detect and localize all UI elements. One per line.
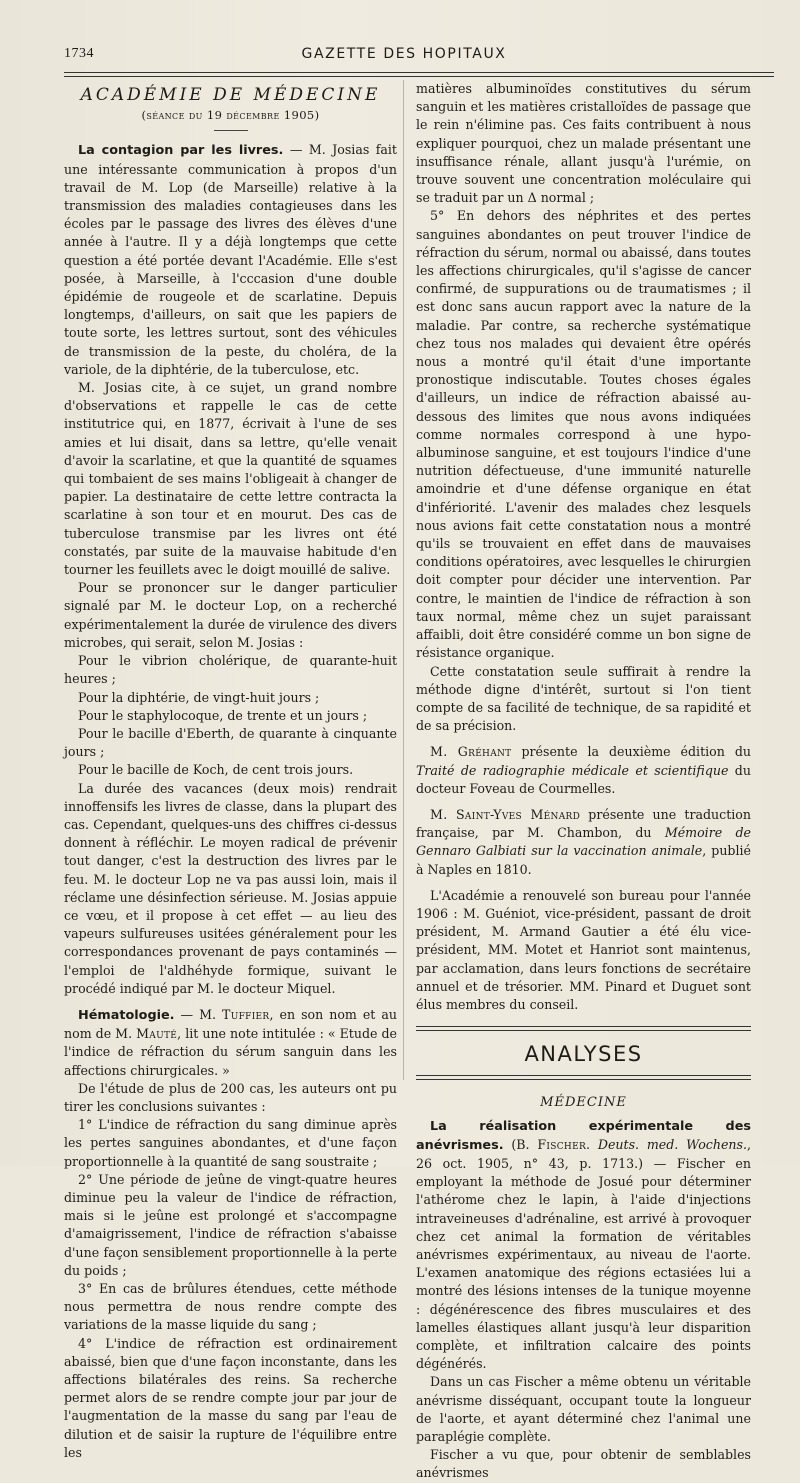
paragraph: La réalisation expérimentale des anévrismes. (B. Fischer. Deuts. med. Wochens., 26 oct. 1905, n° 43, p. 1713.) — Fischer en employant la méthode de Josué pour déterminer l'athérome chez le lapin, à l'aide d'injections intraveineuses d'adrénaline, est arrivé à provoquer chez cet animal la formation de véritables anévrismes expérimentaux, au niveau de l'aorte. L'examen anatomique des régions ectasiées lui a montré des lésions intenses de la tunique moyenne : dégénérescence des fibres musculaires et des lamelles élastiques allant jusqu'à leur disparition complète, et infiltration calcaire des points dégénérés.: [416, 1118, 751, 1372]
article-lead: La réalisation expérimentale des anévrismes.: [416, 1118, 751, 1153]
left-column: [64, 80, 397, 1462]
paragraph: Fischer a vu que, pour obtenir de semblables anévrismes: [416, 1447, 751, 1481]
paragraph: La durée des vacances (deux mois) rendrait innoffensifs les livres de classe, dans la plupart des cas. Cependant, quelques-uns des chiffres ci-dessus donnent à réfléchir. Le moyen radical de prévenir tout danger, c'est la destruction des livres par le feu. M. le docteur Lop ne va pas aussi loin, mais il réclame une désinfection sérieuse. M. Josias appuie ce vœu, et il propose à cet effet — au lieu des vapeurs sulfureuses usitées généralement pour les correspondances provenant de pays contaminés — l'emploi de l'aldhéhyde formique, suivant le procédé indiqué par M. le docteur Miquel.: [64, 780, 397, 996]
paragraph: M. Josias cite, à ce sujet, un grand nombre d'observations et rappelle le cas de cette institutrice qui, en 1877, écrivait à l'une de ses amies et lui disait, dans sa lettre, qu'elle venait d'avoir la scarlatine, et que la quantité de squames qui tombaient de ses mains l'obligeait à changer de papier. La destinataire de cette lettre contracta la scarlatine à son tour et en mourut. Des cas de tuberculose transmise par les livres ont été constatés, par suite de la mauvaise habitude d'en tourner les feuillets avec le doigt mouillé de salive.: [64, 380, 397, 578]
section-title: ACADÉMIE DE MÉDECINE: [80, 85, 381, 105]
journal-title: GAZETTE DES HOPITAUX: [301, 46, 507, 62]
list-item: 4° L'indice de réfraction est ordinairement abaissé, bien que d'une façon inconstante, dans les affections bilatérales des reins. Sa recherche permet alors de se rendre compte jour par jour de l'augmentation de la masse du sang par l'eau de dilution et de saisir la rupture de l'équilibre entre les: [64, 1335, 397, 1460]
list-item: Pour le vibrion cholérique, de quarante-huit heures ;: [64, 653, 397, 687]
list-item: 2° Une période de jeûne de vingt-quatre heures diminue peu la valeur de l'indice de réfraction, mais si le jeûne est prolongé et s'accompagne d'amaigrissement, l'indice de réfraction s'abaisse d'une façon sensiblement proportionnelle à la perte du poids ;: [64, 1171, 397, 1278]
paragraph: M. Saint-Yves Ménard présente une traduction française, par M. Chambon, du Mémoire de Gennaro Galbiati sur la vaccination animale, publié à Naples en 1810.: [416, 806, 752, 877]
paragraph: L'Académie a renouvelé son bureau pour l'année 1906 : M. Guéniot, vice-président, passant de droit président, M. Armand Gautier a été élu vice-président, MM. Motet et Hanriot sont maintenus, par acclamation, dans leurs fonctions de secrétaire annuel et de trésorier. MM. Pinard et Duguet sont élus membres du conseil.: [416, 887, 751, 1012]
paragraph: Hématologie. — M. Tuffier, en son nom et au nom de M. Mauté, lit une note intitulée : « Etude de l'indice de réfraction du sérum sanguin dans les affections chirurgicales. »: [64, 1006, 397, 1078]
list-item: Pour le bacille de Koch, de cent trois jours.: [78, 762, 354, 778]
article-lead: La contagion par les livres.: [78, 143, 284, 159]
subsection-title: MÉDECINE: [540, 1095, 627, 1111]
header-rule: [64, 72, 774, 77]
paragraph: matières albuminoïdes constitutives du sérum sanguin et les matières cristalloïdes de passage que le rein n'élimine pas. Ces faits contribuent à nous expliquer pourquoi, chez un malade présentant une insuffisance rénale, allant jusqu'à l'urémie, on trouve souvent une concentration moléculaire qui se traduit par un Δ normal ;: [416, 81, 751, 206]
paragraph: Dans un cas Fischer a même obtenu un véritable anévrisme disséquant, occupant toute la longueur de l'aorte, et ayant déterminé chez l'animal une paraplégie complète.: [416, 1374, 751, 1445]
session-date: (séance du 19 décembre 1905): [141, 108, 320, 123]
section-rule: [416, 1075, 751, 1080]
virulence-list: [64, 652, 397, 779]
list-item: 1° L'indice de réfraction du sang diminue après les pertes sanguines abondantes, et d'une façon proportionnelle à la quantité de sang soustraite ;: [64, 1117, 397, 1169]
list-item: Pour la diphtérie, de vingt-huit jours ;: [78, 689, 320, 705]
right-column: [416, 80, 751, 1483]
page-number: 1734: [64, 46, 94, 61]
paragraph: Pour se prononcer sur le danger particulier signalé par M. le docteur Lop, on a recherché expérimentalement la durée de virulence des divers microbes, qui serait, selon M. Josias :: [64, 580, 397, 650]
article-lead: Hématologie.: [78, 1007, 175, 1023]
list-item: Pour le staphylocoque, de trente et un jours ;: [78, 707, 368, 723]
column-divider: [403, 80, 404, 1080]
list-item: 5° En dehors des néphrites et des pertes sanguines abondantes on peut trouver l'indice de réfraction du sérum, normal ou abaissé, dans toutes les affections chirurgicales, qu'il s'agisse de cancer confirmé, de suppurations ou de traumatismes ; il est donc sans aucun rapport avec la nature de la maladie. Par contre, sa recherche systématique chez tous nos malades qui devaient être opérés nous a montré qu'il était d'une importante pronostique indiscutable. Toutes choses égales d'ailleurs, un indice de réfraction abaissé au-dessous des limites que nous avons indiquées comme normales correspond à une hypo-albuminose sanguine, et est toujours l'indice d'une nutrition défectueuse, d'une immunité naturelle amoindrie et d'une défense organique en état d'infériorité. L'avenir des malades chez lesquels nous avions fait cette constatation nous a montré qu'ils se trouvaient en effet dans de mauvaises conditions opératoires, avec lesquelles le chirurgien doit compter pour décider une intervention. Par contre, le maintien de l'indice de réfraction à son taux normal, même chez un sujet paraissant affaibli, doit être considéré comme un bon signe de résistance organique.: [416, 208, 751, 661]
section-rule: [416, 1026, 751, 1031]
short-rule: [214, 130, 248, 131]
paragraph: Cette constatation seule suffirait à rendre la méthode digne d'intérêt, surtout si l'on tient compte de sa facilité de technique, de sa rapidité et de sa précision.: [416, 663, 751, 734]
analyses-heading: ANALYSES: [524, 1042, 643, 1067]
running-head: [64, 44, 744, 66]
list-item: 3° En cas de brûlures étendues, cette méthode nous permettra de nous rendre compte des variations de la masse liquide du sang ;: [64, 1281, 397, 1333]
paragraph: La contagion par les livres. — M. Josias fait une intéressante communication à propos d'un travail de M. Lop (de Marseille) relative à la transmission des maladies contagieuses dans les écoles par le passage des livres des élèves d'une année à l'autre. Il y a déjà longtemps que cette question a été portée devant l'Académie. Elle s'est posée, à Marseille, à l'cccasion d'une double épidémie de rougeole et de scarlatine. Depuis longtemps, d'ailleurs, on sait que les papiers de toute sorte, les lettres surtout, sont des véhicules de transmission de la peste, du choléra, de la variole, de la diphtérie, de la tuberculose, etc.: [64, 142, 397, 377]
list-item: Pour le bacille d'Eberth, de quarante à cinquante jours ;: [64, 725, 397, 760]
paragraph: M. Gréhant présente la deuxième édition du Traité de radiographie médicale et scientifique du docteur Foveau de Courmelles.: [416, 744, 751, 796]
paragraph: De l'étude de plus de 200 cas, les auteurs ont pu tirer les conclusions suivantes :: [64, 1080, 397, 1114]
